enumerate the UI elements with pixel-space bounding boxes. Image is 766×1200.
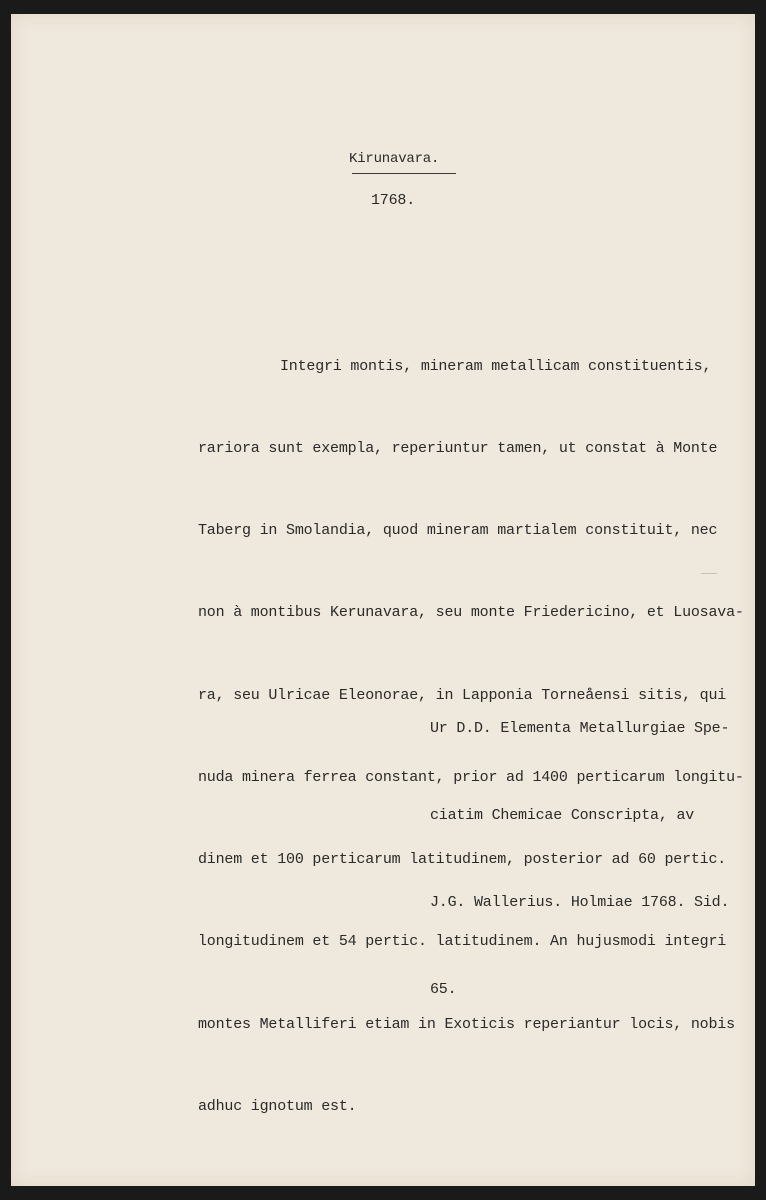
paper-mark xyxy=(701,573,717,574)
citation-line: Ur D.D. Elementa Metallurgiae Spe- xyxy=(430,720,730,737)
body-line: nuda minera ferrea constant, prior ad 1400 perticarum longitu- xyxy=(198,768,744,786)
paper-sheet xyxy=(11,14,755,1186)
body-line: rariora sunt exempla, reperiuntur tamen, ut constat à Monte xyxy=(198,440,718,458)
body-line: montes Metalliferi etiam in Exoticis reperiantur locis, nobis xyxy=(198,1015,735,1033)
page-title: Kirunavara. xyxy=(349,151,440,167)
source-citation xyxy=(430,656,729,1062)
title-underline xyxy=(352,173,456,174)
body-line: non à montibus Kerunavara, seu monte Friedericino, et Luosava- xyxy=(198,604,744,622)
citation-line: 65. xyxy=(430,981,457,998)
body-line: adhuc ignotum est. xyxy=(198,1097,357,1115)
body-line: longitudinem et 54 pertic. latitudinem. An hujusmodi integri xyxy=(198,933,727,951)
citation-line: ciatim Chemicae Conscripta, av xyxy=(430,807,695,824)
body-line: ra, seu Ulricae Eleonorae, in Lapponia Torneåensi sitis, qui xyxy=(198,686,727,704)
body-line: Integri montis, mineram metallicam constituentis, xyxy=(280,357,712,375)
body-line: Taberg in Smolandia, quod mineram martialem constituit, nec xyxy=(198,522,718,540)
body-line: dinem et 100 perticarum latitudinem, posterior ad 60 pertic. xyxy=(198,851,727,869)
page-year: 1768. xyxy=(371,192,416,209)
citation-line: J.G. Wallerius. Holmiae 1768. Sid. xyxy=(430,894,730,911)
